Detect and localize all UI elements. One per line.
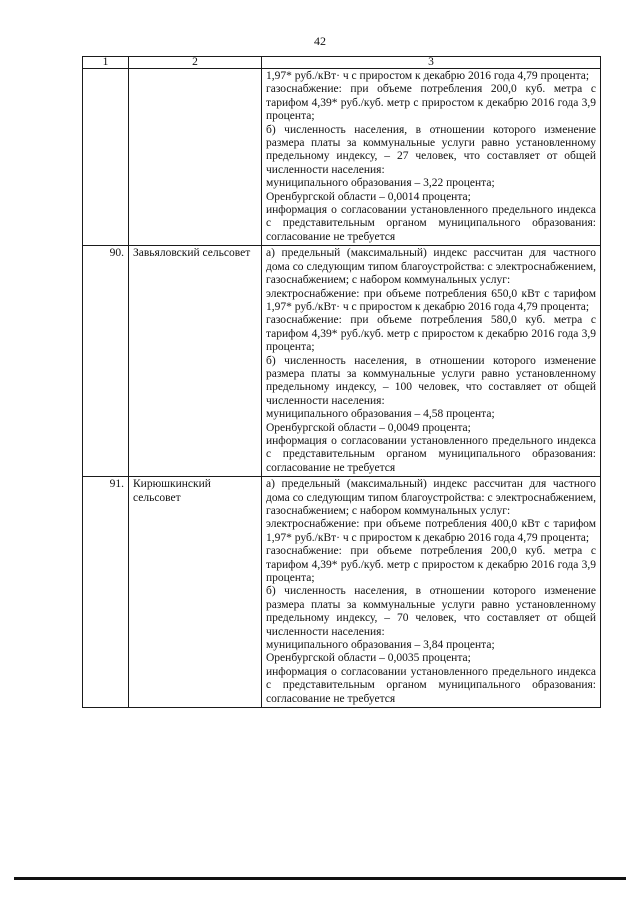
index-description <box>262 246 601 477</box>
description-line: б) численность населения, в отношении которого изменение размера платы за коммунальные услуги равно установленному предельному индексу, – 100 человек, что составляет от общей численности населения: <box>266 354 596 407</box>
municipality-name: Кирюшкинский сельсовет <box>129 477 262 708</box>
table-row <box>83 477 601 708</box>
description-line: муниципального образования – 3,22 процента; <box>266 177 495 190</box>
description-line: информация о согласовании установленного предельного индекса с представительным органом муниципального образования: согласование не требуется <box>266 204 596 243</box>
description-line: муниципального образования – 3,84 процента; <box>266 639 495 652</box>
description-line: 1,97* руб./кВт· ч с приростом к декабрю 2016 года 4,79 процента; <box>266 70 590 82</box>
description-line: газоснабжение: при объеме потребления 200,0 куб. метра с тарифом 4,39* руб./куб. метр с приростом к декабрю 2016 года 3,9 процента; <box>266 83 596 123</box>
table-row <box>83 246 601 477</box>
description-line: газоснабжение: при объеме потребления 200,0 куб. метра с тарифом 4,39* руб./куб. метр с приростом к декабрю 2016 года 3,9 процента; <box>266 545 596 585</box>
description-line: а) предельный (максимальный) индекс рассчитан для частного дома со следующим типом благоустройства: с электроснабжением, газоснабжением; с набором коммунальных услуг: <box>266 247 596 287</box>
description-line: электроснабжение: при объеме потребления 650,0 кВт с тарифом 1,97* руб./кВт· ч с приростом к декабрю 2016 года 4,79 процента; <box>266 287 596 313</box>
description-line: б) численность населения, в отношении которого изменение размера платы за коммунальные услуги равно установленному предельному индексу, – 27 человек, что составляет от общей численности населения: <box>266 123 596 176</box>
row-number <box>83 69 129 246</box>
header-col-2: 2 <box>129 57 262 69</box>
description-line: муниципального образования – 4,58 процента; <box>266 408 495 421</box>
header-row <box>83 57 601 69</box>
indices-table <box>82 56 601 708</box>
description-line: б) численность населения, в отношении которого изменение размера платы за коммунальные услуги равно установленному предельному индексу, – 70 человек, что составляет от общей численности населения: <box>266 585 596 638</box>
description-line: а) предельный (максимальный) индекс рассчитан для частного дома со следующим типом благоустройства: с электроснабжением, газоснабжением; с набором коммунальных услуг: <box>266 478 596 517</box>
municipality-name <box>129 69 262 246</box>
bottom-rule <box>14 877 626 880</box>
row-number: 90. <box>83 246 129 477</box>
description-line: информация о согласовании установленного предельного индекса с представительным органом муниципального образования: согласование не требуется <box>266 665 596 705</box>
table-row <box>83 69 601 246</box>
header-col-3: 3 <box>262 57 601 69</box>
description-line: газоснабжение: при объеме потребления 580,0 куб. метра с тарифом 4,39* руб./куб. метр с приростом к декабрю 2016 года 3,9 процента; <box>266 314 596 354</box>
description-line: Оренбургской области – 0,0014 процента; <box>266 190 471 203</box>
index-description <box>262 477 601 708</box>
index-description <box>262 69 601 246</box>
header-col-1: 1 <box>83 57 129 69</box>
page-number: 42 <box>314 34 326 48</box>
description-line: Оренбургской области – 0,0035 процента; <box>266 652 471 665</box>
municipality-name: Завьяловский сельсовет <box>129 246 262 477</box>
description-line: информация о согласовании установленного предельного индекса с представительным органом муниципального образования: согласование не требуется <box>266 434 596 474</box>
row-number: 91. <box>83 477 129 708</box>
description-line: электроснабжение: при объеме потребления 400,0 кВт с тарифом 1,97* руб./кВт· ч с приростом к декабрю 2016 года 4,79 процента; <box>266 518 596 544</box>
description-line: Оренбургской области – 0,0049 процента; <box>266 421 471 434</box>
